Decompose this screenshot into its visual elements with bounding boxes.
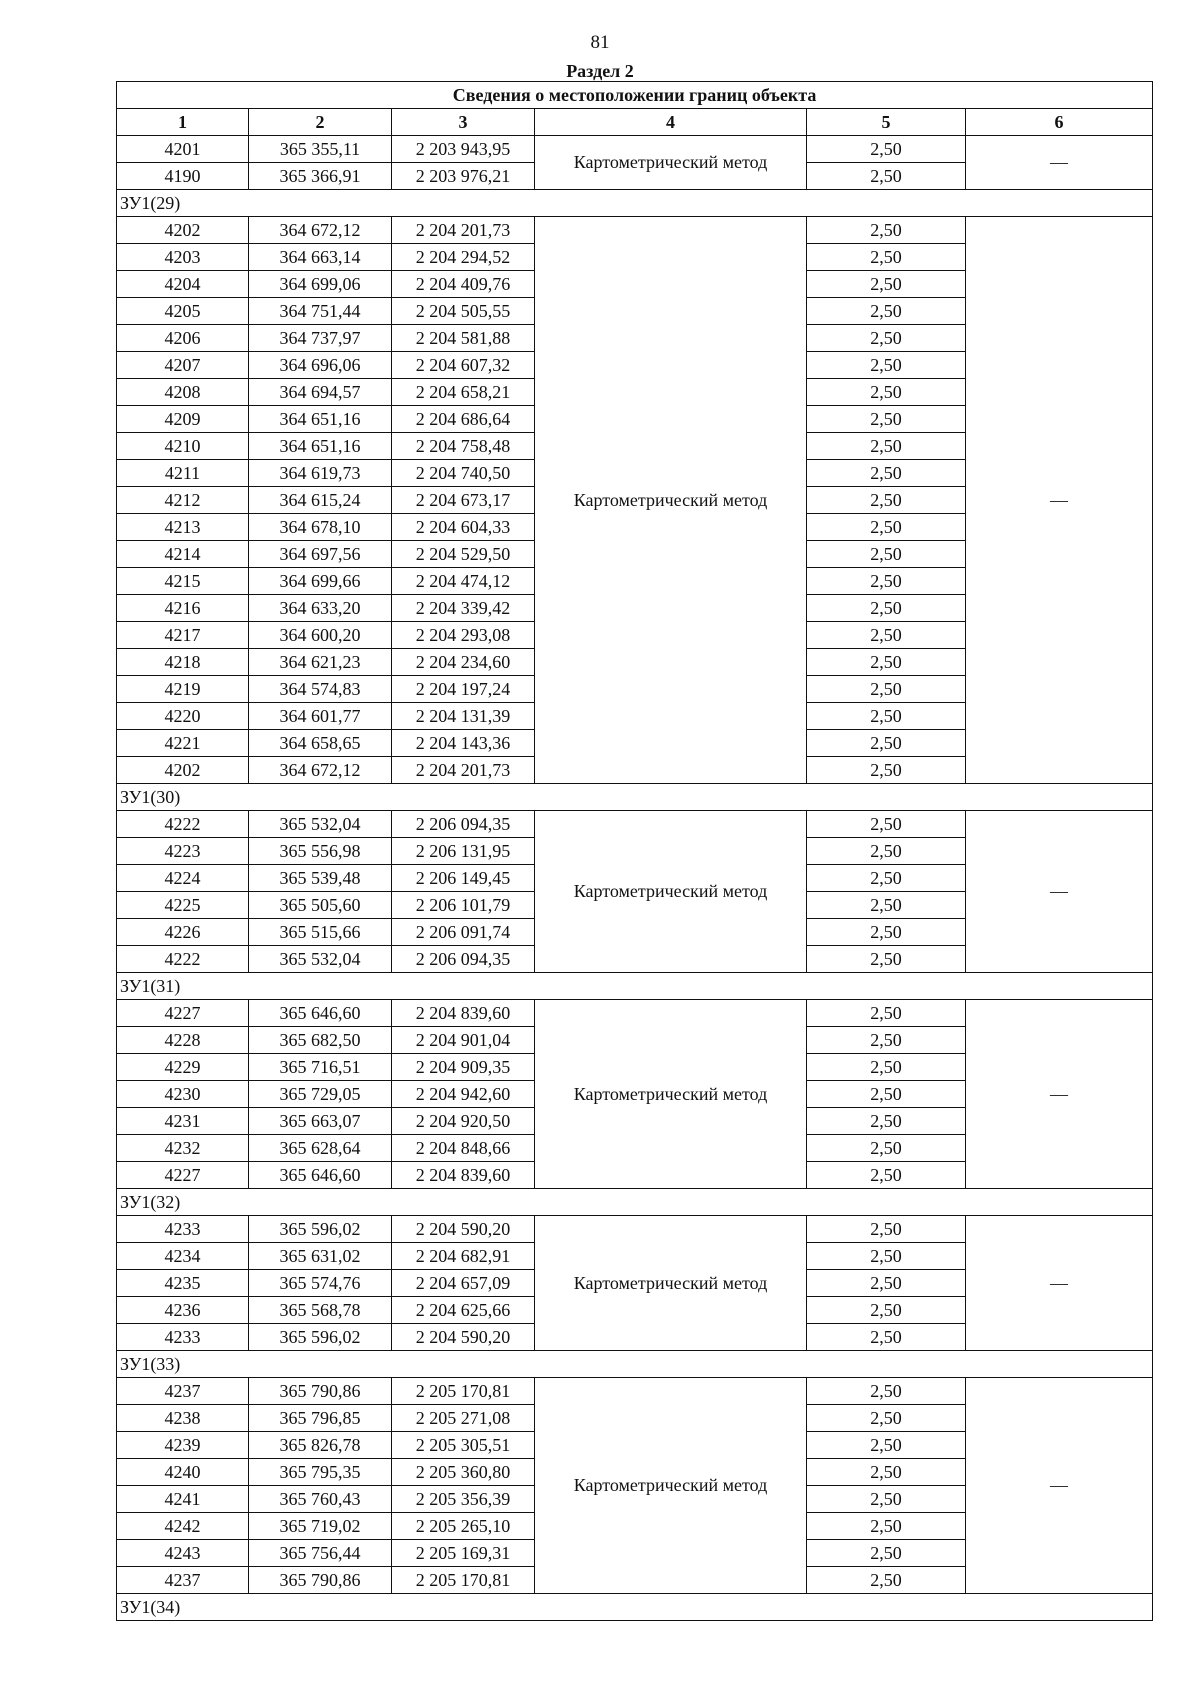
accuracy-cell: 2,50 — [807, 730, 966, 757]
coordinate-x-cell: 365 682,50 — [249, 1027, 392, 1054]
accuracy-cell: 2,50 — [807, 622, 966, 649]
coordinate-x-cell: 365 596,02 — [249, 1216, 392, 1243]
coordinate-y-cell: 2 204 839,60 — [392, 1000, 535, 1027]
coordinate-y-cell: 2 205 169,31 — [392, 1540, 535, 1567]
point-number-cell: 4217 — [117, 622, 249, 649]
point-number-cell: 4230 — [117, 1081, 249, 1108]
coordinate-x-cell: 364 699,66 — [249, 568, 392, 595]
accuracy-cell: 2,50 — [807, 271, 966, 298]
accuracy-cell: 2,50 — [807, 460, 966, 487]
note-cell: — — [966, 1378, 1153, 1594]
column-number: 1 — [117, 109, 249, 136]
point-number-cell: 4233 — [117, 1324, 249, 1351]
method-cell: Картометрический метод — [535, 1216, 807, 1351]
coordinate-x-cell: 365 790,86 — [249, 1378, 392, 1405]
point-number-cell: 4229 — [117, 1054, 249, 1081]
accuracy-cell: 2,50 — [807, 1513, 966, 1540]
coordinate-y-cell: 2 204 201,73 — [392, 757, 535, 784]
coordinate-x-cell: 365 596,02 — [249, 1324, 392, 1351]
coordinate-y-cell: 2 205 271,08 — [392, 1405, 535, 1432]
point-number-cell: 4209 — [117, 406, 249, 433]
coordinate-y-cell: 2 204 197,24 — [392, 676, 535, 703]
note-cell: — — [966, 811, 1153, 973]
coordinate-y-cell: 2 204 339,42 — [392, 595, 535, 622]
point-number-cell: 4204 — [117, 271, 249, 298]
coordinate-x-cell: 365 646,60 — [249, 1162, 392, 1189]
point-number-cell: 4236 — [117, 1297, 249, 1324]
table-caption-row — [117, 82, 1153, 109]
method-cell: Картометрический метод — [535, 1000, 807, 1189]
coordinate-x-cell: 365 790,86 — [249, 1567, 392, 1594]
point-number-cell: 4222 — [117, 811, 249, 838]
point-number-cell: 4232 — [117, 1135, 249, 1162]
group-label: ЗУ1(31) — [117, 973, 1153, 1000]
coordinate-y-cell: 2 204 293,08 — [392, 622, 535, 649]
coordinate-x-cell: 364 621,23 — [249, 649, 392, 676]
method-cell: Картометрический метод — [535, 217, 807, 784]
accuracy-cell: 2,50 — [807, 433, 966, 460]
coordinate-y-cell: 2 206 091,74 — [392, 919, 535, 946]
coordinate-y-cell: 2 205 170,81 — [392, 1567, 535, 1594]
coordinate-x-cell: 364 699,06 — [249, 271, 392, 298]
coordinate-y-cell: 2 204 505,55 — [392, 298, 535, 325]
accuracy-cell: 2,50 — [807, 244, 966, 271]
accuracy-cell: 2,50 — [807, 1432, 966, 1459]
coordinate-y-cell: 2 204 839,60 — [392, 1162, 535, 1189]
group-header-row — [117, 190, 1153, 217]
accuracy-cell: 2,50 — [807, 865, 966, 892]
coordinate-y-cell: 2 204 581,88 — [392, 325, 535, 352]
coordinate-x-cell: 364 574,83 — [249, 676, 392, 703]
coordinate-y-cell: 2 204 529,50 — [392, 541, 535, 568]
coordinate-y-cell: 2 204 607,32 — [392, 352, 535, 379]
accuracy-cell: 2,50 — [807, 1297, 966, 1324]
table-row — [117, 1378, 1153, 1405]
coordinate-x-cell: 364 600,20 — [249, 622, 392, 649]
accuracy-cell: 2,50 — [807, 1486, 966, 1513]
point-number-cell: 4227 — [117, 1000, 249, 1027]
note-cell: — — [966, 217, 1153, 784]
point-number-cell: 4221 — [117, 730, 249, 757]
coordinate-y-cell: 2 204 201,73 — [392, 217, 535, 244]
point-number-cell: 4201 — [117, 136, 249, 163]
accuracy-cell: 2,50 — [807, 838, 966, 865]
coordinate-x-cell: 365 568,78 — [249, 1297, 392, 1324]
coordinate-x-cell: 364 697,56 — [249, 541, 392, 568]
group-label: ЗУ1(29) — [117, 190, 1153, 217]
coordinate-x-cell: 365 826,78 — [249, 1432, 392, 1459]
coordinate-x-cell: 365 532,04 — [249, 811, 392, 838]
coordinate-y-cell: 2 205 170,81 — [392, 1378, 535, 1405]
column-number: 4 — [535, 109, 807, 136]
coordinate-y-cell: 2 206 094,35 — [392, 811, 535, 838]
coordinate-y-cell: 2 204 234,60 — [392, 649, 535, 676]
point-number-cell: 4226 — [117, 919, 249, 946]
accuracy-cell: 2,50 — [807, 1405, 966, 1432]
coordinate-y-cell: 2 206 149,45 — [392, 865, 535, 892]
accuracy-cell: 2,50 — [807, 541, 966, 568]
coordinate-x-cell: 365 556,98 — [249, 838, 392, 865]
accuracy-cell: 2,50 — [807, 1378, 966, 1405]
coordinate-y-cell: 2 205 305,51 — [392, 1432, 535, 1459]
table-caption: Сведения о местоположении границ объекта — [117, 82, 1153, 109]
table-row — [117, 1216, 1153, 1243]
table-row — [117, 136, 1153, 163]
accuracy-cell: 2,50 — [807, 892, 966, 919]
group-header-row — [117, 1594, 1153, 1621]
point-number-cell: 4203 — [117, 244, 249, 271]
accuracy-cell: 2,50 — [807, 1135, 966, 1162]
accuracy-cell: 2,50 — [807, 217, 966, 244]
point-number-cell: 4202 — [117, 217, 249, 244]
method-cell: Картометрический метод — [535, 136, 807, 190]
accuracy-cell: 2,50 — [807, 946, 966, 973]
coordinate-x-cell: 365 719,02 — [249, 1513, 392, 1540]
point-number-cell: 4242 — [117, 1513, 249, 1540]
accuracy-cell: 2,50 — [807, 514, 966, 541]
coordinate-x-cell: 365 716,51 — [249, 1054, 392, 1081]
accuracy-cell: 2,50 — [807, 352, 966, 379]
group-label: ЗУ1(34) — [117, 1594, 1153, 1621]
accuracy-cell: 2,50 — [807, 325, 966, 352]
coordinate-y-cell: 2 204 920,50 — [392, 1108, 535, 1135]
coordinate-y-cell: 2 206 131,95 — [392, 838, 535, 865]
coordinate-x-cell: 365 505,60 — [249, 892, 392, 919]
accuracy-cell: 2,50 — [807, 595, 966, 622]
accuracy-cell: 2,50 — [807, 1081, 966, 1108]
section-title: Раздел 2 — [566, 61, 634, 81]
group-label: ЗУ1(32) — [117, 1189, 1153, 1216]
coordinate-x-cell: 365 532,04 — [249, 946, 392, 973]
coordinate-x-cell: 365 760,43 — [249, 1486, 392, 1513]
coordinate-y-cell: 2 204 474,12 — [392, 568, 535, 595]
accuracy-cell: 2,50 — [807, 1054, 966, 1081]
accuracy-cell: 2,50 — [807, 1216, 966, 1243]
accuracy-cell: 2,50 — [807, 1324, 966, 1351]
coordinate-y-cell: 2 204 848,66 — [392, 1135, 535, 1162]
column-number: 2 — [249, 109, 392, 136]
table-row — [117, 1000, 1153, 1027]
coordinate-x-cell: 365 795,35 — [249, 1459, 392, 1486]
accuracy-cell: 2,50 — [807, 1567, 966, 1594]
accuracy-cell: 2,50 — [807, 676, 966, 703]
coordinate-x-cell: 365 366,91 — [249, 163, 392, 190]
coordinate-y-cell: 2 205 356,39 — [392, 1486, 535, 1513]
coordinate-x-cell: 365 515,66 — [249, 919, 392, 946]
coordinate-x-cell: 364 651,16 — [249, 433, 392, 460]
group-label: ЗУ1(30) — [117, 784, 1153, 811]
coordinate-x-cell: 365 756,44 — [249, 1540, 392, 1567]
point-number-cell: 4213 — [117, 514, 249, 541]
point-number-cell: 4223 — [117, 838, 249, 865]
table-row — [117, 217, 1153, 244]
method-cell: Картометрический метод — [535, 811, 807, 973]
point-number-cell: 4231 — [117, 1108, 249, 1135]
accuracy-cell: 2,50 — [807, 298, 966, 325]
coordinate-x-cell: 365 628,64 — [249, 1135, 392, 1162]
coordinate-x-cell: 364 672,12 — [249, 217, 392, 244]
accuracy-cell: 2,50 — [807, 136, 966, 163]
boundary-coordinates-table — [116, 81, 1153, 1621]
point-number-cell: 4212 — [117, 487, 249, 514]
group-header-row — [117, 973, 1153, 1000]
table-row — [117, 811, 1153, 838]
coordinate-x-cell: 364 751,44 — [249, 298, 392, 325]
point-number-cell: 4234 — [117, 1243, 249, 1270]
accuracy-cell: 2,50 — [807, 811, 966, 838]
point-number-cell: 4222 — [117, 946, 249, 973]
accuracy-cell: 2,50 — [807, 1459, 966, 1486]
coordinate-y-cell: 2 205 360,80 — [392, 1459, 535, 1486]
point-number-cell: 4207 — [117, 352, 249, 379]
coordinate-x-cell: 364 633,20 — [249, 595, 392, 622]
point-number-cell: 4233 — [117, 1216, 249, 1243]
coordinate-y-cell: 2 204 901,04 — [392, 1027, 535, 1054]
accuracy-cell: 2,50 — [807, 1270, 966, 1297]
coordinate-y-cell: 2 204 409,76 — [392, 271, 535, 298]
coordinate-x-cell: 365 355,11 — [249, 136, 392, 163]
accuracy-cell: 2,50 — [807, 1243, 966, 1270]
coordinate-y-cell: 2 204 657,09 — [392, 1270, 535, 1297]
point-number-cell: 4224 — [117, 865, 249, 892]
coordinate-x-cell: 364 737,97 — [249, 325, 392, 352]
accuracy-cell: 2,50 — [807, 379, 966, 406]
point-number-cell: 4235 — [117, 1270, 249, 1297]
coordinate-x-cell: 365 663,07 — [249, 1108, 392, 1135]
accuracy-cell: 2,50 — [807, 703, 966, 730]
group-header-row — [117, 1189, 1153, 1216]
point-number-cell: 4214 — [117, 541, 249, 568]
coordinate-x-cell: 364 651,16 — [249, 406, 392, 433]
coordinate-x-cell: 364 601,77 — [249, 703, 392, 730]
column-number: 3 — [392, 109, 535, 136]
accuracy-cell: 2,50 — [807, 1000, 966, 1027]
coordinate-y-cell: 2 206 094,35 — [392, 946, 535, 973]
note-cell: — — [966, 136, 1153, 190]
coordinate-y-cell: 2 204 131,39 — [392, 703, 535, 730]
coordinate-y-cell: 2 204 590,20 — [392, 1324, 535, 1351]
coordinate-y-cell: 2 204 686,64 — [392, 406, 535, 433]
point-number-cell: 4219 — [117, 676, 249, 703]
column-number-row — [117, 109, 1153, 136]
column-number: 6 — [966, 109, 1153, 136]
point-number-cell: 4239 — [117, 1432, 249, 1459]
point-number-cell: 4240 — [117, 1459, 249, 1486]
coordinate-y-cell: 2 204 294,52 — [392, 244, 535, 271]
point-number-cell: 4190 — [117, 163, 249, 190]
coordinate-y-cell: 2 206 101,79 — [392, 892, 535, 919]
accuracy-cell: 2,50 — [807, 919, 966, 946]
point-number-cell: 4208 — [117, 379, 249, 406]
point-number-cell: 4215 — [117, 568, 249, 595]
coordinate-x-cell: 365 539,48 — [249, 865, 392, 892]
coordinate-x-cell: 364 658,65 — [249, 730, 392, 757]
coordinate-y-cell: 2 204 143,36 — [392, 730, 535, 757]
coordinate-y-cell: 2 204 604,33 — [392, 514, 535, 541]
point-number-cell: 4218 — [117, 649, 249, 676]
coordinate-y-cell: 2 204 740,50 — [392, 460, 535, 487]
point-number-cell: 4228 — [117, 1027, 249, 1054]
coordinate-x-cell: 365 796,85 — [249, 1405, 392, 1432]
accuracy-cell: 2,50 — [807, 163, 966, 190]
coordinate-x-cell: 365 574,76 — [249, 1270, 392, 1297]
coordinate-x-cell: 364 615,24 — [249, 487, 392, 514]
point-number-cell: 4202 — [117, 757, 249, 784]
point-number-cell: 4227 — [117, 1162, 249, 1189]
point-number-cell: 4205 — [117, 298, 249, 325]
coordinate-x-cell: 364 694,57 — [249, 379, 392, 406]
coordinate-y-cell: 2 204 909,35 — [392, 1054, 535, 1081]
accuracy-cell: 2,50 — [807, 568, 966, 595]
point-number-cell: 4238 — [117, 1405, 249, 1432]
point-number-cell: 4225 — [117, 892, 249, 919]
point-number-cell: 4216 — [117, 595, 249, 622]
coordinate-x-cell: 364 663,14 — [249, 244, 392, 271]
note-cell: — — [966, 1216, 1153, 1351]
point-number-cell: 4237 — [117, 1567, 249, 1594]
accuracy-cell: 2,50 — [807, 1027, 966, 1054]
column-number: 5 — [807, 109, 966, 136]
group-header-row — [117, 784, 1153, 811]
coordinate-y-cell: 2 205 265,10 — [392, 1513, 535, 1540]
point-number-cell: 4220 — [117, 703, 249, 730]
coordinate-y-cell: 2 203 976,21 — [392, 163, 535, 190]
group-label: ЗУ1(33) — [117, 1351, 1153, 1378]
point-number-cell: 4206 — [117, 325, 249, 352]
accuracy-cell: 2,50 — [807, 1162, 966, 1189]
point-number-cell: 4210 — [117, 433, 249, 460]
accuracy-cell: 2,50 — [807, 1108, 966, 1135]
coordinate-y-cell: 2 204 625,66 — [392, 1297, 535, 1324]
accuracy-cell: 2,50 — [807, 406, 966, 433]
coordinate-y-cell: 2 204 590,20 — [392, 1216, 535, 1243]
coordinate-x-cell: 365 646,60 — [249, 1000, 392, 1027]
coordinate-x-cell: 364 678,10 — [249, 514, 392, 541]
point-number-cell: 4211 — [117, 460, 249, 487]
accuracy-cell: 2,50 — [807, 487, 966, 514]
group-header-row — [117, 1351, 1153, 1378]
note-cell: — — [966, 1000, 1153, 1189]
accuracy-cell: 2,50 — [807, 757, 966, 784]
coordinate-x-cell: 364 672,12 — [249, 757, 392, 784]
coordinate-y-cell: 2 204 942,60 — [392, 1081, 535, 1108]
method-cell: Картометрический метод — [535, 1378, 807, 1594]
coordinate-y-cell: 2 204 682,91 — [392, 1243, 535, 1270]
coordinate-x-cell: 365 729,05 — [249, 1081, 392, 1108]
accuracy-cell: 2,50 — [807, 649, 966, 676]
coordinate-x-cell: 364 619,73 — [249, 460, 392, 487]
point-number-cell: 4243 — [117, 1540, 249, 1567]
page-number: 81 — [590, 32, 610, 53]
coordinate-y-cell: 2 204 758,48 — [392, 433, 535, 460]
coordinate-y-cell: 2 204 658,21 — [392, 379, 535, 406]
coordinate-x-cell: 365 631,02 — [249, 1243, 392, 1270]
point-number-cell: 4237 — [117, 1378, 249, 1405]
coordinate-y-cell: 2 204 673,17 — [392, 487, 535, 514]
accuracy-cell: 2,50 — [807, 1540, 966, 1567]
coordinate-y-cell: 2 203 943,95 — [392, 136, 535, 163]
coordinate-x-cell: 364 696,06 — [249, 352, 392, 379]
point-number-cell: 4241 — [117, 1486, 249, 1513]
